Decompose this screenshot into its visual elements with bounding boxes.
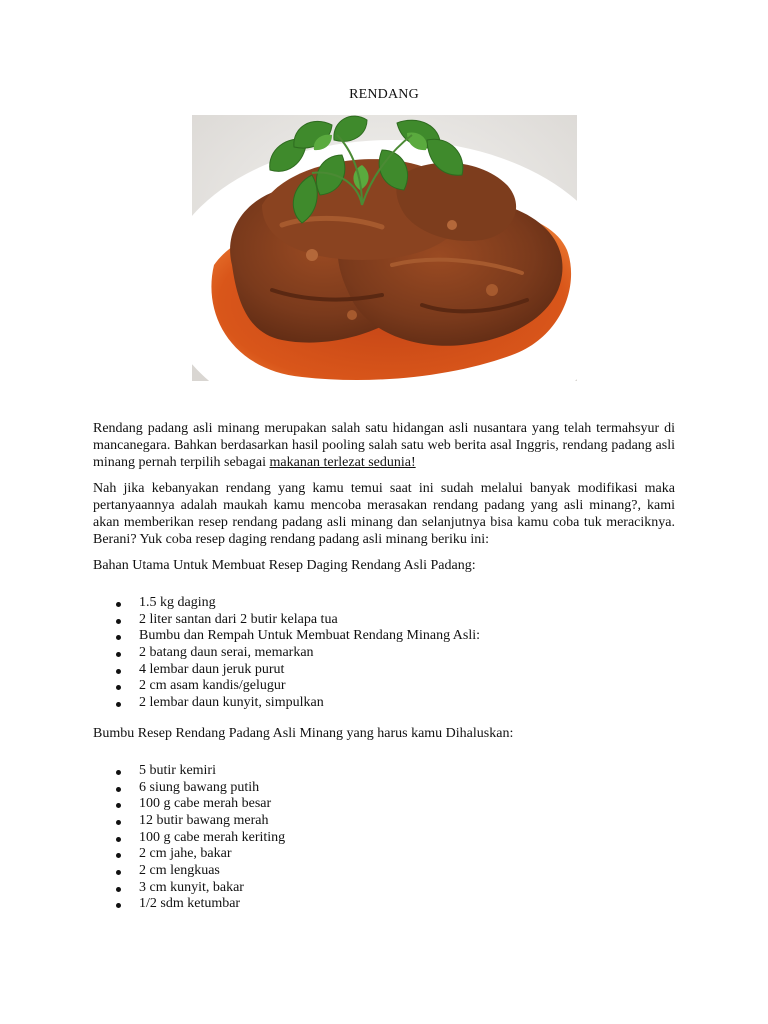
intro-paragraph xyxy=(93,420,675,471)
bullet-icon xyxy=(116,870,121,875)
list-item-text: 12 butir bawang merah xyxy=(139,812,269,828)
list-item xyxy=(93,612,675,629)
list-item xyxy=(93,830,675,847)
list-item xyxy=(93,780,675,797)
list-item xyxy=(93,628,675,645)
main-ingredients-heading: Bahan Utama Untuk Membuat Resep Daging Rendang Asli Padang: xyxy=(93,558,476,573)
bullet-icon xyxy=(116,903,121,908)
list-item-text: Bumbu dan Rempah Untuk Membuat Rendang Minang Asli: xyxy=(139,628,481,644)
list-item xyxy=(93,846,675,863)
spice-heading: Bumbu Resep Rendang Padang Asli Minang yang harus kamu Dihaluskan: xyxy=(93,725,514,741)
second-paragraph: Nah jika kebanyakan rendang yang kamu temui saat ini sudah melalui banyak modifikasi maka pertanyaannya adalah maukah kamu mencoba merasakan rendang padang yang asli minang?, kami akan memberikan resep rendang padang asli minang dan selanjutnya bisa kamu coba tuk meraciknya. Berani? Yuk coba resep daging rendang padang asli minang beriku ini: xyxy=(93,481,675,547)
list-item-text: 100 g cabe merah keriting xyxy=(139,829,286,845)
list-item-text: 5 butir kemiri xyxy=(139,762,216,778)
list-item-text: 2 liter santan dari 2 butir kelapa tua xyxy=(139,611,338,627)
bullet-icon xyxy=(116,803,121,808)
list-item xyxy=(93,763,675,780)
list-item-text: 2 cm asam kandis/gelugur xyxy=(139,678,286,694)
list-item xyxy=(93,595,675,612)
bullet-icon xyxy=(116,685,121,690)
list-item xyxy=(93,796,675,813)
bullet-icon xyxy=(116,887,121,892)
list-item-text: 4 lembar daun jeruk purut xyxy=(139,661,285,677)
bullet-icon xyxy=(116,787,121,792)
bullet-icon xyxy=(116,635,121,640)
list-item-text: 1.5 kg daging xyxy=(139,595,216,610)
bullet-icon xyxy=(116,702,121,707)
bullet-icon xyxy=(116,770,121,775)
list-item xyxy=(93,863,675,880)
bullet-icon xyxy=(116,669,121,674)
bullet-icon xyxy=(116,837,121,842)
list-item-text: 6 siung bawang putih xyxy=(139,779,260,795)
spice-list xyxy=(93,763,675,913)
document-title: RENDANG xyxy=(349,87,419,102)
list-item-text: 3 cm kunyit, bakar xyxy=(139,879,244,895)
rendang-photo xyxy=(192,115,577,381)
bullet-icon xyxy=(116,652,121,657)
list-item-text: 2 cm lengkuas xyxy=(139,862,220,878)
bullet-icon xyxy=(116,602,121,607)
list-item xyxy=(93,695,675,712)
article-body xyxy=(93,420,675,913)
list-item xyxy=(93,813,675,830)
list-item-text: 2 lembar daun kunyit, simpulkan xyxy=(139,695,324,711)
list-item xyxy=(93,678,675,695)
list-item-text: 100 g cabe merah besar xyxy=(139,796,272,812)
list-item xyxy=(93,880,675,897)
bullet-icon xyxy=(116,820,121,825)
bullet-icon xyxy=(116,619,121,624)
list-item-text: 2 batang daun serai, memarkan xyxy=(139,645,314,661)
list-item xyxy=(93,662,675,679)
list-item xyxy=(93,645,675,662)
list-item-text: 1/2 sdm ketumbar xyxy=(139,896,241,912)
main-ingredients-list xyxy=(93,595,675,712)
list-item xyxy=(93,896,675,913)
list-item-text: 2 cm jahe, bakar xyxy=(139,846,232,862)
bullet-icon xyxy=(116,853,121,858)
terlezat-link[interactable]: makanan terlezat sedunia! xyxy=(269,455,416,470)
intro-text: Rendang padang asli minang merupakan salah satu hidangan asli nusantara yang telah termahsyur di mancanegara. Bahkan berdasarkan hasil pooling salah satu web berita asal Inggris, rendang padang asli minang pernah terpilih sebagai xyxy=(93,421,675,470)
